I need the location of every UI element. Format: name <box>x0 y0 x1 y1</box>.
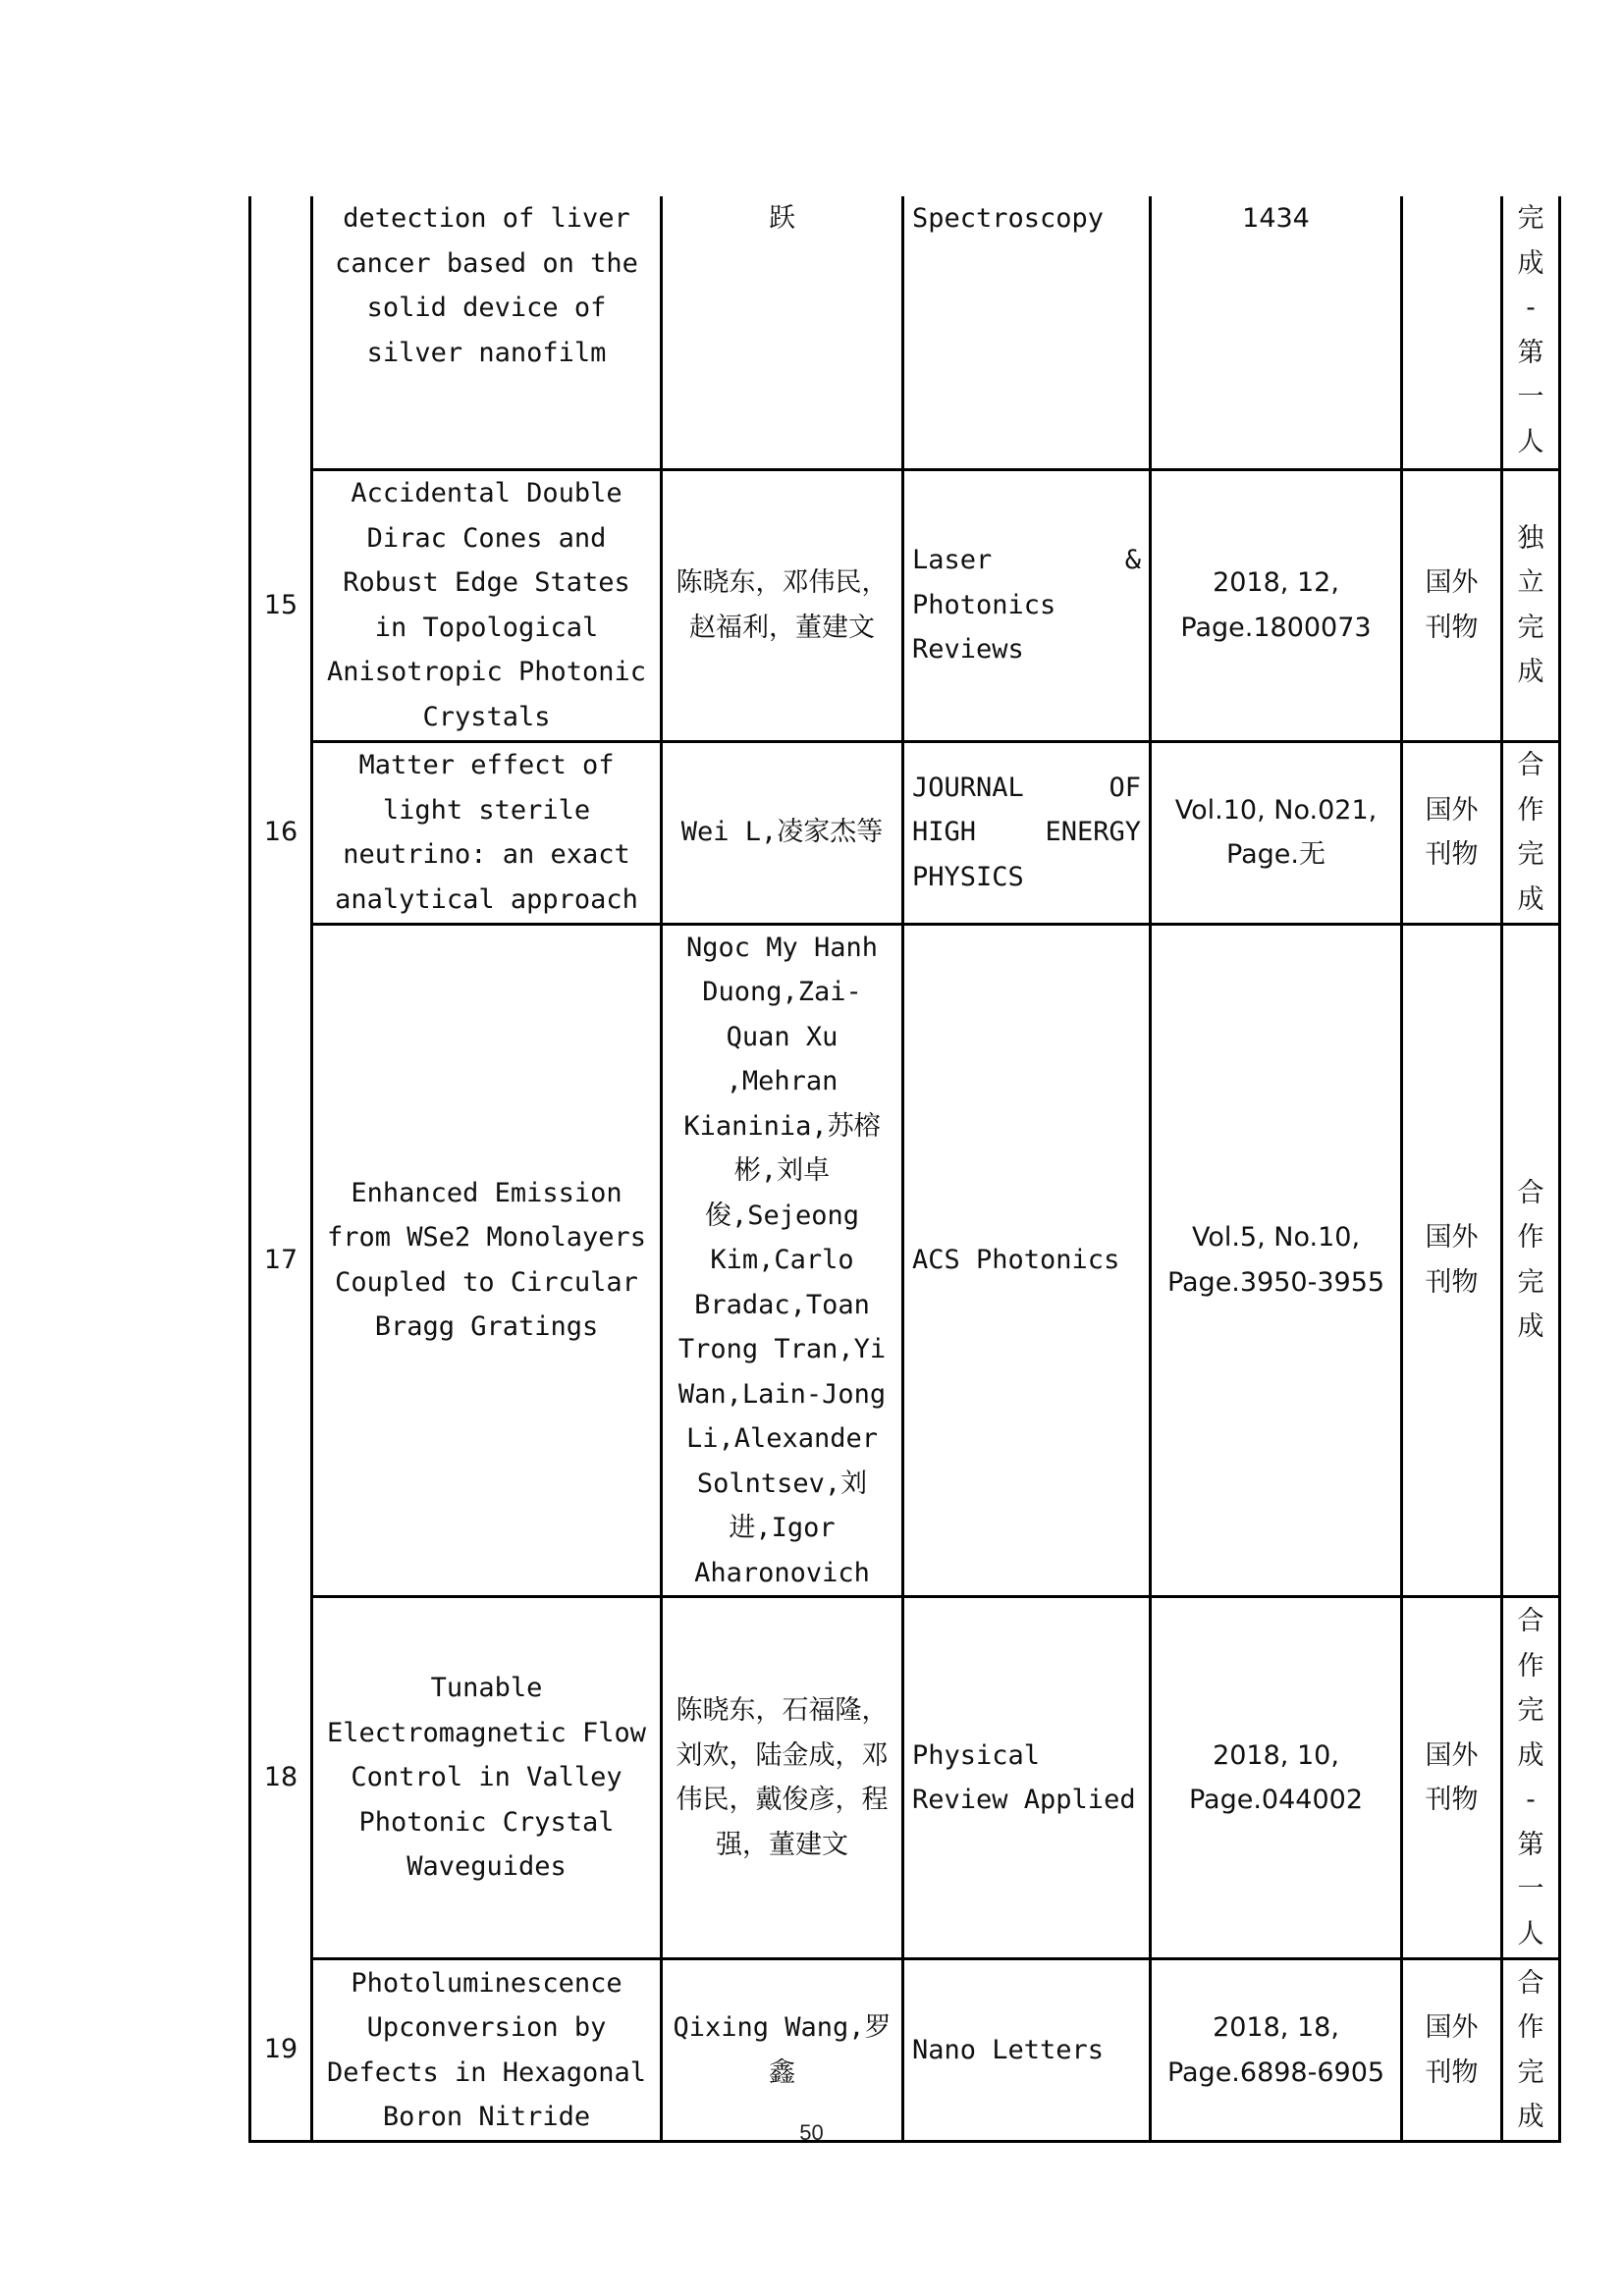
completion-status <box>1502 1597 1560 1959</box>
completion-status <box>1502 924 1560 1597</box>
paper-title: Tunable Electromagnetic Flow Control in Valley Photonic Crystal Waveguides <box>312 1597 662 1959</box>
completion-status-text: 合作完成 <box>1517 1177 1544 1343</box>
paper-title: detection of liver cancer based on the solid device of silver nanofilm <box>312 196 662 469</box>
journal-name: ACS Photonics <box>903 924 1151 1597</box>
paper-authors: 跃 <box>662 196 903 469</box>
table-row <box>250 1959 1560 2142</box>
completion-status-text: 合作完成 <box>1517 1967 1544 2132</box>
journal-name: Laser & Photonics Reviews <box>903 469 1151 741</box>
publication-type <box>1402 1959 1502 2142</box>
row-number <box>250 196 312 469</box>
row-number: 17 <box>250 924 312 1597</box>
publication-type <box>1402 1597 1502 1959</box>
row-number: 15 <box>250 469 312 741</box>
row-number: 16 <box>250 741 312 924</box>
publication-type <box>1402 741 1502 924</box>
paper-authors: Wei L,凌家杰等 <box>662 741 903 924</box>
publications-table <box>248 196 1561 2143</box>
paper-title: Enhanced Emission from WSe2 Monolayers Coupled to Circular Bragg Gratings <box>312 924 662 1597</box>
page-number: 50 <box>799 2120 824 2145</box>
paper-title: Matter effect of light sterile neutrino: an exact analytical approach <box>312 741 662 924</box>
paper-title: Photoluminescence Upconversion by Defects in Hexagonal Boron Nitride <box>312 1959 662 2142</box>
volume-page: Vol.5, No.10, Page.3950-3955 <box>1151 924 1402 1597</box>
row-number: 19 <box>250 1959 312 2142</box>
row-number: 18 <box>250 1597 312 1959</box>
publication-type-text: 国外刊物 <box>1425 1739 1479 1815</box>
table-row <box>250 196 1560 469</box>
volume-page: 2018, 12, Page.1800073 <box>1151 469 1402 741</box>
paper-authors: 陈晓东，石福隆，刘欢，陆金成，邓伟民，戴俊彦，程强，董建文 <box>662 1597 903 1959</box>
completion-status-text: 合作完成-第一人 <box>1517 1606 1544 1949</box>
completion-status-text: 合作完成 <box>1517 750 1544 915</box>
completion-status <box>1502 741 1560 924</box>
publication-type-text: 国外刊物 <box>1425 794 1479 870</box>
publication-type-text: 国外刊物 <box>1425 1222 1479 1298</box>
paper-title: Accidental Double Dirac Cones and Robust Edge States in Topological Anisotropic Photonic Crystals <box>312 469 662 741</box>
publication-type-text: 国外刊物 <box>1425 567 1479 643</box>
paper-authors: Ngoc My Hanh Duong,Zai-Quan Xu ,Mehran Kianinia,苏榕彬,刘卓俊,Sejeong Kim,Carlo Bradac,Toan Trong Tran,Yi Wan,Lain-Jong Li,Alexander Solntsev,刘进,Igor Aharonovich <box>662 924 903 1597</box>
publication-type <box>1402 469 1502 741</box>
table-row <box>250 1597 1560 1959</box>
journal-name: JOURNAL OF HIGH ENERGY PHYSICS <box>903 741 1151 924</box>
publication-type-text: 国外刊物 <box>1425 2012 1479 2088</box>
volume-page: 2018, 10, Page.044002 <box>1151 1597 1402 1959</box>
volume-page: 1434 <box>1151 196 1402 469</box>
publication-type <box>1402 196 1502 469</box>
paper-authors: Qixing Wang,罗鑫 <box>662 1959 903 2142</box>
completion-status <box>1502 1959 1560 2142</box>
table-row <box>250 741 1560 924</box>
completion-status-text: 完成-第一人 <box>1517 203 1544 457</box>
completion-status-text: 独立完成 <box>1517 522 1544 687</box>
completion-status <box>1502 196 1560 469</box>
journal-name: Spectroscopy <box>903 196 1151 469</box>
paper-authors: 陈晓东，邓伟民，赵福利，董建文 <box>662 469 903 741</box>
volume-page: Vol.10, No.021, Page.无 <box>1151 741 1402 924</box>
publication-type <box>1402 924 1502 1597</box>
volume-page: 2018, 18, Page.6898-6905 <box>1151 1959 1402 2142</box>
journal-name: Physical Review Applied <box>903 1597 1151 1959</box>
completion-status <box>1502 469 1560 741</box>
table-row <box>250 924 1560 1597</box>
journal-name: Nano Letters <box>903 1959 1151 2142</box>
table-row <box>250 469 1560 741</box>
